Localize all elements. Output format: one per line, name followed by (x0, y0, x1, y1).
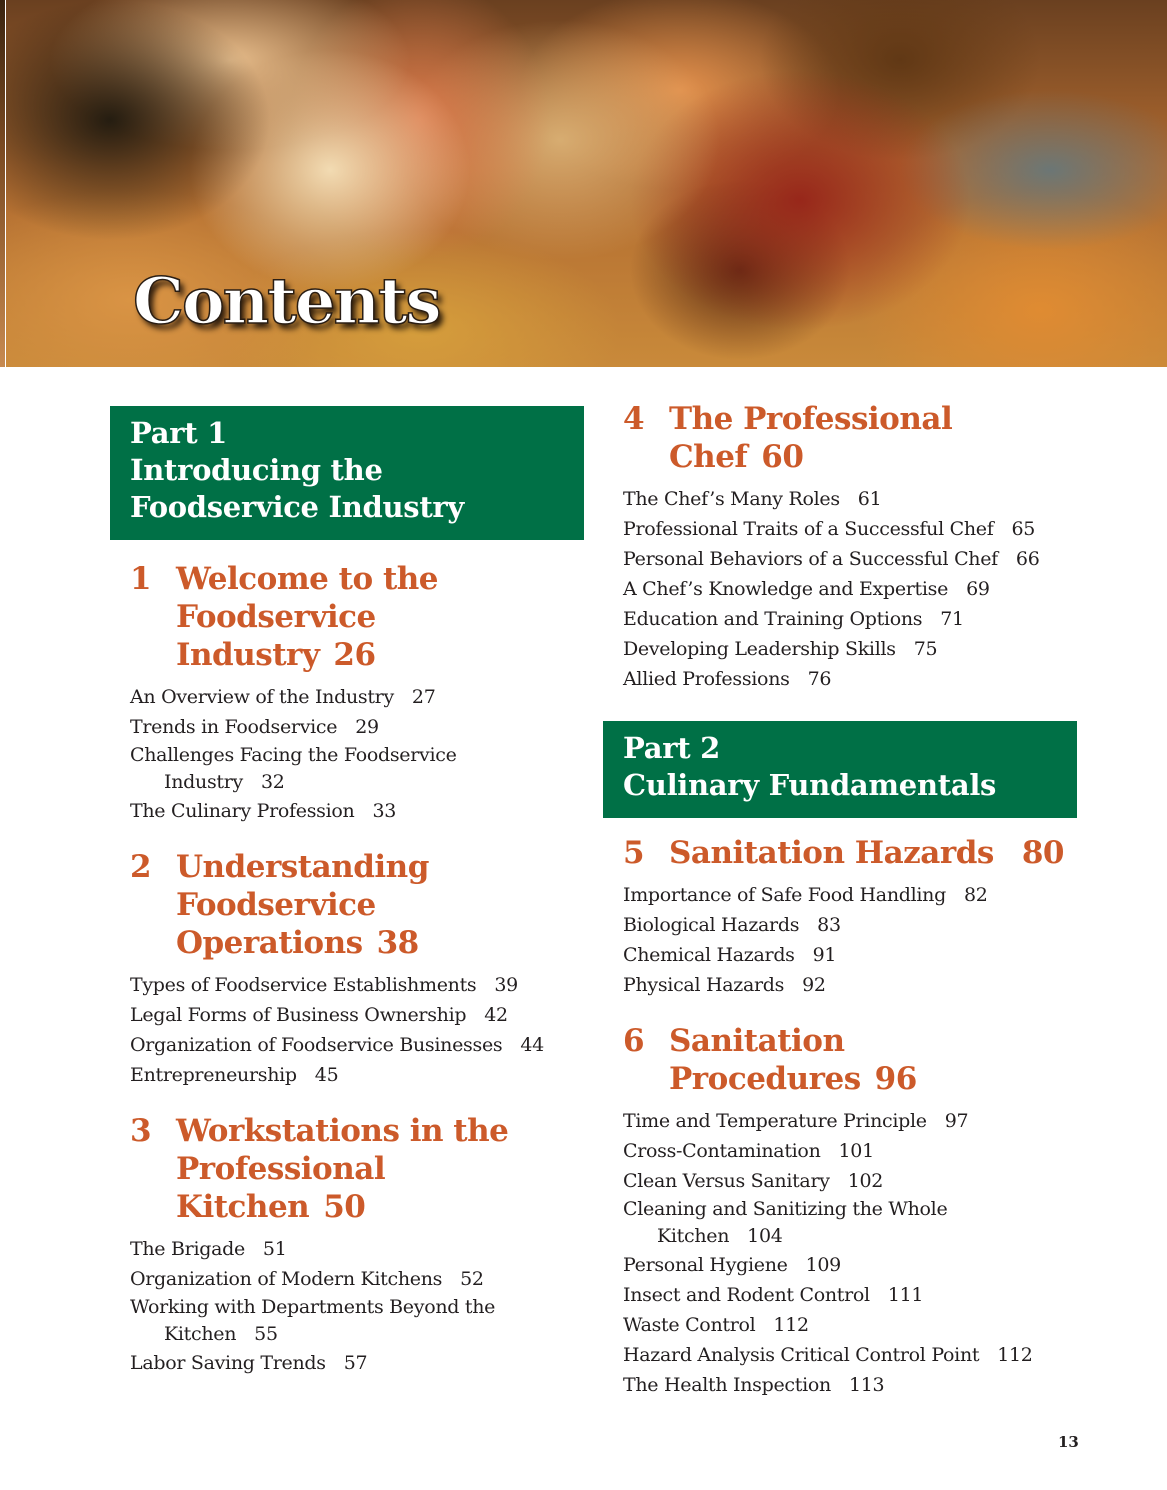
section-entry[interactable] (130, 1294, 574, 1348)
chapter-1 (110, 560, 584, 826)
chapter-4 (603, 400, 1077, 694)
section-entry[interactable] (130, 1348, 584, 1378)
part-heading-2 (603, 721, 1077, 818)
section-page: 32 (260, 771, 285, 793)
section-page: 91 (812, 944, 837, 966)
section-page: 57 (343, 1352, 368, 1374)
section-list (110, 682, 584, 826)
section-page: 69 (966, 578, 990, 600)
section-title: Importance of Safe Food Handling (623, 884, 946, 906)
chapter-page: 60 (761, 439, 804, 475)
section-entry[interactable] (623, 910, 1077, 940)
section-title: The Health Inspection (623, 1374, 831, 1396)
section-page: 39 (494, 974, 518, 996)
banner-edge-strip (0, 0, 6, 367)
section-title: Cleaning and Sanitizing the Whole Kitchen (623, 1198, 948, 1247)
chapter-heading[interactable] (603, 400, 1077, 476)
section-entry[interactable] (623, 1310, 1077, 1340)
chapter-number: 5 (623, 835, 645, 871)
section-entry[interactable] (130, 970, 584, 1000)
section-title: Physical Hazards (623, 974, 785, 996)
section-page: 29 (355, 716, 379, 738)
chapter-5 (603, 834, 1077, 1000)
section-entry[interactable] (623, 514, 1077, 544)
section-title: Developing Leadership Skills (623, 638, 896, 660)
section-list (110, 1234, 584, 1378)
section-page: 55 (254, 1323, 278, 1345)
section-entry[interactable] (623, 1250, 1077, 1280)
chapter-title: Welcome to the Foodservice Industry (176, 561, 439, 673)
part-heading-1 (110, 406, 584, 540)
header-banner-image (0, 0, 1167, 367)
section-entry[interactable] (130, 1234, 584, 1264)
section-title: Labor Saving Trends (130, 1352, 326, 1374)
chapter-page: 50 (323, 1189, 366, 1225)
chapter-page: 80 (1021, 835, 1064, 871)
section-title: Professional Traits of a Successful Chef (623, 518, 994, 540)
chapter-heading[interactable] (110, 848, 584, 962)
section-page: 61 (857, 488, 882, 510)
section-entry[interactable] (623, 1106, 1077, 1136)
section-page: 75 (913, 638, 938, 660)
section-entry[interactable] (130, 1060, 584, 1090)
section-title: Cross-Contamination (623, 1140, 821, 1162)
section-page: 65 (1011, 518, 1036, 540)
section-entry[interactable] (623, 1370, 1077, 1400)
section-title: Entrepreneurship (130, 1064, 297, 1086)
section-page: 104 (747, 1225, 783, 1247)
section-page: 71 (940, 608, 964, 630)
part-title: Introducing the Foodservice Industry (130, 453, 464, 524)
part-title: Culinary Fundamentals (623, 768, 997, 802)
section-title: The Culinary Profession (130, 800, 355, 822)
section-page: 83 (817, 914, 841, 936)
section-entry[interactable] (623, 544, 1077, 574)
toc-column-left (110, 406, 584, 1378)
chapter-page: 96 (874, 1061, 917, 1097)
section-entry[interactable] (623, 1136, 1077, 1166)
section-title: Education and Training Options (623, 608, 923, 630)
section-page: 111 (887, 1284, 924, 1306)
section-list (603, 880, 1077, 1000)
section-list (603, 1106, 1077, 1400)
chapter-heading[interactable] (603, 1022, 1077, 1098)
section-title: Waste Control (623, 1314, 756, 1336)
page-title: Contents (133, 264, 440, 339)
chapter-number: 3 (130, 1113, 152, 1149)
section-entry[interactable] (130, 1264, 584, 1294)
chapter-2 (110, 848, 584, 1090)
section-page: 33 (372, 800, 397, 822)
chapter-title: The Professional Chef (669, 401, 953, 475)
section-entry[interactable] (623, 604, 1077, 634)
toc-column-right (603, 400, 1077, 1400)
section-entry[interactable] (130, 796, 584, 826)
section-page: 27 (411, 686, 436, 708)
section-entry[interactable] (623, 1340, 1077, 1370)
section-title: An Overview of the Industry (130, 686, 394, 708)
chapter-title: Sanitation Hazards (669, 835, 994, 871)
section-page: 76 (807, 668, 832, 690)
section-entry[interactable] (130, 712, 584, 742)
section-page: 102 (847, 1170, 884, 1192)
section-page: 101 (838, 1140, 874, 1162)
section-title: Allied Professions (623, 668, 790, 690)
part-label: Part 1 (130, 416, 227, 450)
chapter-heading[interactable] (603, 834, 1077, 872)
section-title: Biological Hazards (623, 914, 800, 936)
chapter-number: 4 (623, 401, 645, 437)
section-page: 45 (314, 1064, 339, 1086)
section-entry[interactable] (623, 880, 1077, 910)
section-entry[interactable] (623, 484, 1077, 514)
section-page: 42 (484, 1004, 508, 1026)
chapter-page: 26 (333, 637, 376, 673)
chapter-heading[interactable] (110, 560, 584, 674)
section-title: A Chef’s Knowledge and Expertise (623, 578, 949, 600)
section-page: 109 (805, 1254, 841, 1276)
section-entry[interactable] (130, 1000, 584, 1030)
section-page: 52 (460, 1268, 484, 1290)
chapter-heading[interactable] (110, 1112, 584, 1226)
chapter-3 (110, 1112, 584, 1378)
section-page: 66 (1015, 548, 1040, 570)
section-entry[interactable] (623, 1166, 1077, 1196)
section-page: 82 (963, 884, 988, 906)
section-title: Challenges Facing the Foodservice Industry (130, 744, 457, 793)
section-entry[interactable] (623, 634, 1077, 664)
section-list (603, 484, 1077, 694)
section-title: Time and Temperature Principle (623, 1110, 927, 1132)
section-entry[interactable] (623, 1196, 1037, 1250)
section-title: Organization of Modern Kitchens (130, 1268, 443, 1290)
chapter-page: 38 (376, 925, 419, 961)
section-page: 51 (262, 1238, 287, 1260)
chapter-title: Workstations in the Professional Kitchen (176, 1113, 509, 1225)
section-title: Legal Forms of Business Ownership (130, 1004, 467, 1026)
section-page: 92 (802, 974, 826, 996)
section-page: 97 (944, 1110, 969, 1132)
section-title: The Brigade (130, 1238, 245, 1260)
chapter-number: 2 (130, 849, 152, 885)
section-entry[interactable] (130, 682, 584, 712)
section-title: Trends in Foodservice (130, 716, 338, 738)
section-page: 112 (997, 1344, 1033, 1366)
section-page: 44 (520, 1034, 544, 1056)
chapter-number: 6 (623, 1023, 645, 1059)
chapter-number: 1 (130, 561, 152, 597)
section-entry[interactable] (623, 664, 1077, 694)
section-title: Personal Behaviors of a Successful Chef (623, 548, 998, 570)
chapter-6 (603, 1022, 1077, 1400)
section-title: Working with Departments Beyond the Kitchen (130, 1296, 496, 1345)
section-list (110, 970, 584, 1090)
chapter-title: Understanding Foodservice Operations (176, 849, 429, 961)
section-entry[interactable] (130, 742, 524, 796)
part-label: Part 2 (623, 731, 720, 765)
section-entry[interactable] (623, 940, 1077, 970)
section-title: Organization of Foodservice Businesses (130, 1034, 503, 1056)
section-entry[interactable] (623, 1280, 1077, 1310)
section-entry[interactable] (130, 1030, 584, 1060)
section-entry[interactable] (623, 970, 1077, 1000)
section-title: Insect and Rodent Control (623, 1284, 870, 1306)
section-title: Clean Versus Sanitary (623, 1170, 830, 1192)
section-title: Chemical Hazards (623, 944, 795, 966)
section-page: 112 (773, 1314, 809, 1336)
section-entry[interactable] (623, 574, 1077, 604)
chapter-title: Sanitation Procedures (669, 1023, 861, 1097)
section-page: 113 (848, 1374, 885, 1396)
page-number: 13 (1058, 1433, 1079, 1451)
section-title: Types of Foodservice Establishments (130, 974, 477, 996)
section-title: Personal Hygiene (623, 1254, 788, 1276)
section-title: The Chef’s Many Roles (623, 488, 840, 510)
section-title: Hazard Analysis Critical Control Point (623, 1344, 980, 1366)
